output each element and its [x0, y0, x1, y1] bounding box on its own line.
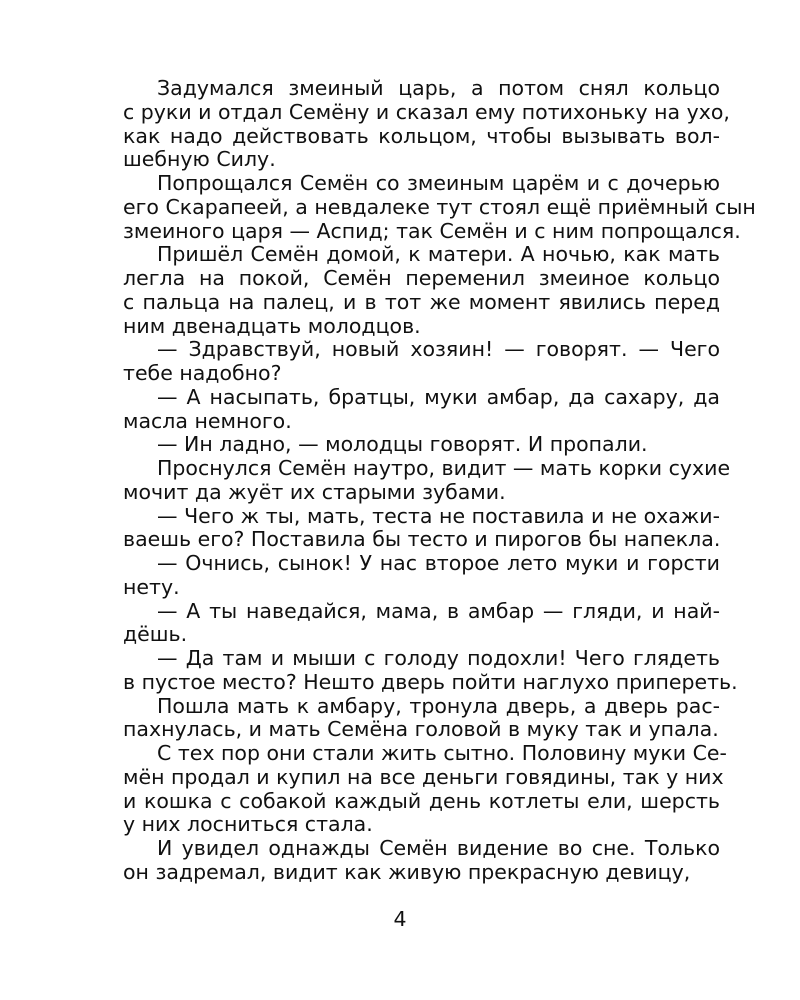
- paragraph: [123, 76, 730, 172]
- text-line: мён продал и купил на все деньги говядины, так у них: [123, 764, 724, 789]
- text-line: — Да там и мыши с голоду подохли! Чего глядеть: [157, 646, 720, 670]
- text-line: дёшь.: [123, 622, 188, 647]
- text-line: с пальца на палец, и в тот же момент явились перед: [123, 289, 720, 314]
- text-line: ваешь его? Поставила бы тесто и пирогов бы напекла.: [123, 527, 721, 552]
- text-line: и кошка с собакой каждый день котлеты ели, шерсть: [123, 788, 720, 813]
- paragraph: [123, 505, 720, 553]
- paragraph: [123, 243, 720, 338]
- text-line: Пошла мать к амбару, тронула дверь, а дверь рас-: [157, 693, 720, 718]
- text-line: его Скарапеей, а невдалеке тут стоял ещё приёмный сын: [123, 194, 756, 219]
- text-line: в пустое место? Нешто дверь пойти наглухо припереть.: [123, 669, 738, 694]
- text-line: С тех пор они стали жить сытно. Половину муки Се-: [157, 741, 727, 765]
- text-line: — Очнись, сынок! У нас второе лето муки и горсти: [157, 551, 720, 575]
- text-line: шебную Силу.: [123, 147, 276, 172]
- text-line: Задумался змеиный царь, а потом снял кольцо: [157, 76, 720, 100]
- text-line: пахнулась, и мать Семёна головой в муку так и упала.: [123, 717, 719, 742]
- text-line: Проснулся Семён наутро, видит — мать корки сухие: [157, 456, 731, 480]
- paragraph: [123, 741, 727, 837]
- text-line: масла немного.: [123, 408, 292, 433]
- paragraph: [123, 695, 720, 743]
- text-line: — Здравствуй, новый хозяин! — говорят. — Чего: [157, 337, 720, 362]
- text-line: Пришёл Семён домой, к матери. А ночью, как мать: [157, 242, 720, 267]
- paragraph: [123, 646, 738, 695]
- text-line: тебе надобно?: [123, 361, 282, 385]
- text-line: легла на покой, Семён переменил змеиное кольцо: [123, 266, 720, 290]
- text-line: нету.: [123, 574, 180, 599]
- text-line: мочит да жуёт их старыми зубами.: [123, 479, 506, 504]
- body-text: [123, 76, 756, 885]
- text-line: — А насыпать, братцы, муки амбар, да сахару, да: [157, 384, 720, 409]
- text-line: с руки и отдал Семёну и сказал ему потихоньку на ухо,: [123, 99, 730, 124]
- paragraph: [123, 456, 731, 505]
- paragraph: [123, 171, 756, 243]
- text-line: у них лосниться стала.: [123, 812, 373, 837]
- text-line: змеиного царя — Аспид; так Семён и с ним попрощался.: [123, 218, 741, 243]
- paragraph: [123, 837, 720, 885]
- page-number: 4: [393, 907, 407, 931]
- text-line: он задремал, видит как живую прекрасную девицу,: [123, 859, 691, 884]
- text-line: как надо действовать кольцом, чтобы вызывать вол-: [123, 123, 720, 148]
- text-line: Попрощался Семён со змеиным царём и с дочерью: [157, 171, 720, 195]
- text-line: И увидел однажды Семён видение во сне. Только: [157, 836, 720, 860]
- text-line: — А ты наведайся, мама, в амбар — гляди, и най-: [157, 598, 720, 623]
- paragraph: [123, 338, 720, 386]
- text-line: — Ин ладно, — молодцы говорят. И пропали.: [157, 432, 648, 457]
- paragraph: [123, 386, 720, 434]
- paragraph: [123, 600, 720, 648]
- text-line: — Чего ж ты, мать, теста не поставила и не охажи-: [157, 503, 720, 528]
- text-line: ним двенадцать молодцов.: [123, 313, 421, 338]
- paragraph: [123, 433, 720, 457]
- paragraph: [123, 552, 720, 600]
